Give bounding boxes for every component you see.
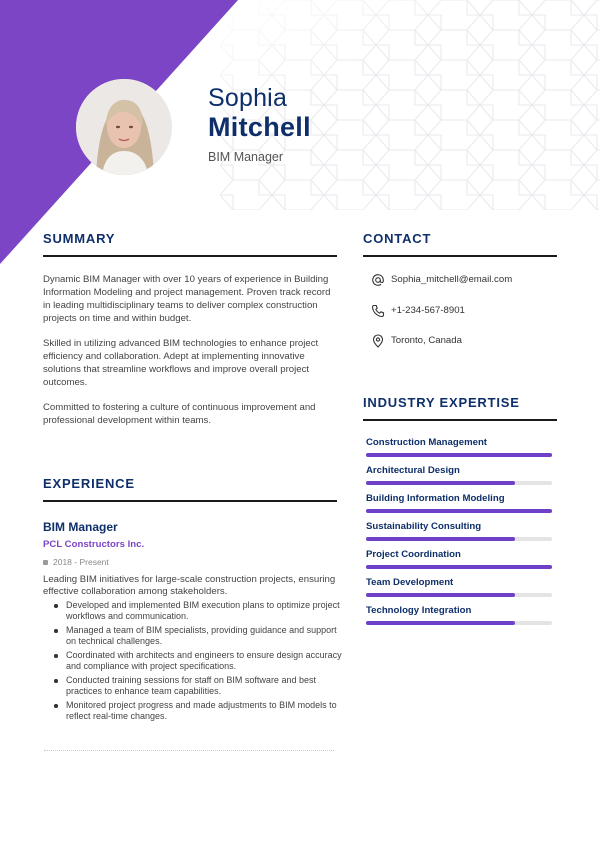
email-text: Sophia_mitchell@email.com <box>391 274 513 285</box>
phone-text: +1-234-567-8901 <box>391 305 465 316</box>
skill-bar-fill <box>366 621 515 625</box>
skill-item <box>366 437 552 457</box>
experience-company: PCL Constructors Inc. <box>43 539 145 550</box>
experience-role: BIM Manager <box>43 520 118 534</box>
experience-bullets <box>52 600 342 725</box>
last-name: Mitchell <box>208 112 311 142</box>
skill-item <box>366 577 552 597</box>
skill-bar-track <box>366 593 552 597</box>
experience-description: Leading BIM initiatives for large-scale construction projects, ensuring effective collaboration among stakeholders. <box>43 574 336 597</box>
experience-dates-text: 2018 - Present <box>53 557 109 567</box>
skill-bar-track <box>366 509 552 513</box>
skill-bar-fill <box>366 509 552 513</box>
skill-bar-fill <box>366 453 552 457</box>
list-item: Managed a team of BIM specialists, providing guidance and support on technical challenges. <box>52 625 342 647</box>
experience-end-divider <box>44 750 334 751</box>
skill-label: Construction Management <box>366 437 487 448</box>
skill-bar-fill <box>366 537 515 541</box>
list-item: Coordinated with architects and engineers to ensure design accuracy and compliance with project specifications. <box>52 650 342 672</box>
experience-heading: EXPERIENCE <box>43 476 135 491</box>
summary-divider <box>43 255 337 257</box>
contact-heading: CONTACT <box>363 231 432 246</box>
skill-label: Architectural Design <box>366 465 460 476</box>
skill-bar-fill <box>366 481 515 485</box>
location-text: Toronto, Canada <box>391 335 462 346</box>
skill-label: Team Development <box>366 577 454 588</box>
skill-label: Building Information Modeling <box>366 493 505 504</box>
skill-bar-track <box>366 621 552 625</box>
location-pin-icon <box>371 334 385 348</box>
skill-bar-fill <box>366 565 552 569</box>
skill-bar-track <box>366 537 552 541</box>
summary-heading: SUMMARY <box>43 231 116 246</box>
skill-label: Project Coordination <box>366 549 461 560</box>
skill-item <box>366 493 552 513</box>
skill-item <box>366 605 552 625</box>
skill-item <box>366 465 552 485</box>
avatar <box>76 79 172 175</box>
summary-paragraph: Dynamic BIM Manager with over 10 years of experience in Building Information Modeling and project management. Proven track record in leading multidisciplinary teams to deliver complex construction projects on time and within budget. <box>43 274 331 324</box>
summary-paragraph: Committed to fostering a culture of continuous improvement and professional development within teams. <box>43 402 316 426</box>
list-item: Monitored project progress and made adjustments to BIM models to reflect real-time changes. <box>52 700 342 722</box>
skill-label: Technology Integration <box>366 605 472 616</box>
skill-item <box>366 521 552 541</box>
list-item: Conducted training sessions for staff on BIM software and best practices to enhance team capabilities. <box>52 675 342 697</box>
skill-bar-fill <box>366 593 515 597</box>
job-title-header: BIM Manager <box>208 150 284 164</box>
skill-bar-track <box>366 481 552 485</box>
contact-divider <box>363 255 557 257</box>
expertise-divider <box>363 419 557 421</box>
profile-photo-image <box>76 79 172 175</box>
experience-dates <box>43 557 109 567</box>
summary-text <box>43 273 339 439</box>
list-item: Developed and implemented BIM execution plans to optimize project workflows and communication. <box>52 600 342 622</box>
summary-paragraph: Skilled in utilizing advanced BIM technologies to enhance project efficiency and collaboration. Adept at implementing innovative solutions that streamline workflows and improve overall project outcomes. <box>43 338 319 388</box>
at-icon <box>371 273 385 287</box>
first-name: Sophia <box>208 84 288 112</box>
expertise-heading: INDUSTRY EXPERTISE <box>363 395 520 410</box>
skill-item <box>366 549 552 569</box>
calendar-icon <box>43 560 48 565</box>
experience-divider <box>43 500 337 502</box>
skill-bar-track <box>366 453 552 457</box>
skill-bar-track <box>366 565 552 569</box>
phone-icon <box>371 304 385 318</box>
skill-label: Sustainability Consulting <box>366 521 482 532</box>
